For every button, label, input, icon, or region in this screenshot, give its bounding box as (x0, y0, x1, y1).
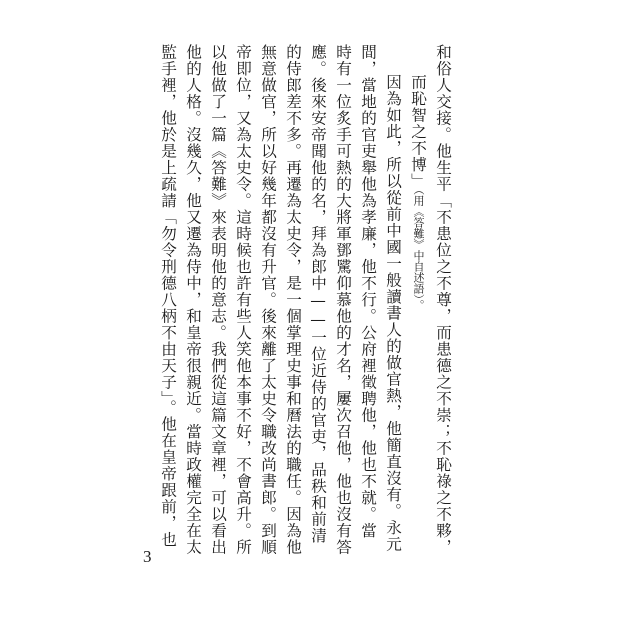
column-text: 間，當地的官吏舉他為孝廉，他不行。公府裡徵聘他，他也不就。當 (359, 44, 377, 539)
column-note: （用《答難》中自述語）。 (412, 189, 425, 311)
column-text: 的侍郎差不多。再遷為太史令，是一個掌理史事和曆法的職任。因為他 (284, 44, 302, 556)
text-column-1 (433, 44, 453, 556)
text-column-4 (358, 44, 378, 539)
column-text: 因為如此，所以從前中國一般讀書人的做官熱，他簡直沒有。永元 (384, 74, 402, 553)
text-column-6 (308, 44, 328, 544)
text-column-8 (258, 44, 278, 556)
text-column-7 (283, 44, 303, 556)
column-text: 帝即位，又為太史令。這時候也許有些人笑他本事不好，不會高升。所 (234, 44, 252, 556)
column-text: 而恥智之不博」 (409, 74, 427, 190)
text-column-12 (158, 44, 178, 548)
column-text: 以他做了一篇《答難》來表明他的意志。我們從這篇文章裡，可以看出 (209, 44, 227, 556)
text-column-3 (383, 74, 403, 553)
text-column-10 (208, 44, 228, 556)
column-text: 應。後來安帝聞他的名，拜為郎中——一位近侍的官吏，品秩和前清 (309, 44, 327, 544)
column-text: 監手裡，他於是上疏請「勿令刑德八柄不由天子」。他在皇帝跟前，也 (159, 44, 177, 548)
page-number: 3 (143, 547, 152, 566)
column-text: 無意做官，所以好幾年都沒有升官。後來離了太史令職改尚書郎。到順 (259, 44, 277, 556)
column-text: 和俗人交接。他生平「不患位之不尊，而患德之不崇；不恥祿之不夥， (434, 44, 452, 556)
text-column-9 (233, 44, 253, 556)
column-text: 他的人格。沒幾久，他又遷為侍中，和皇帝很親近。當時政權完全在太 (184, 44, 202, 556)
column-text: 時有一位炙手可熱的大將軍鄧騭仰慕他的才名，屢次召他，他也沒有答 (334, 44, 352, 556)
text-column-2 (408, 74, 428, 311)
text-column-11 (183, 44, 203, 556)
text-column-5 (333, 44, 353, 556)
